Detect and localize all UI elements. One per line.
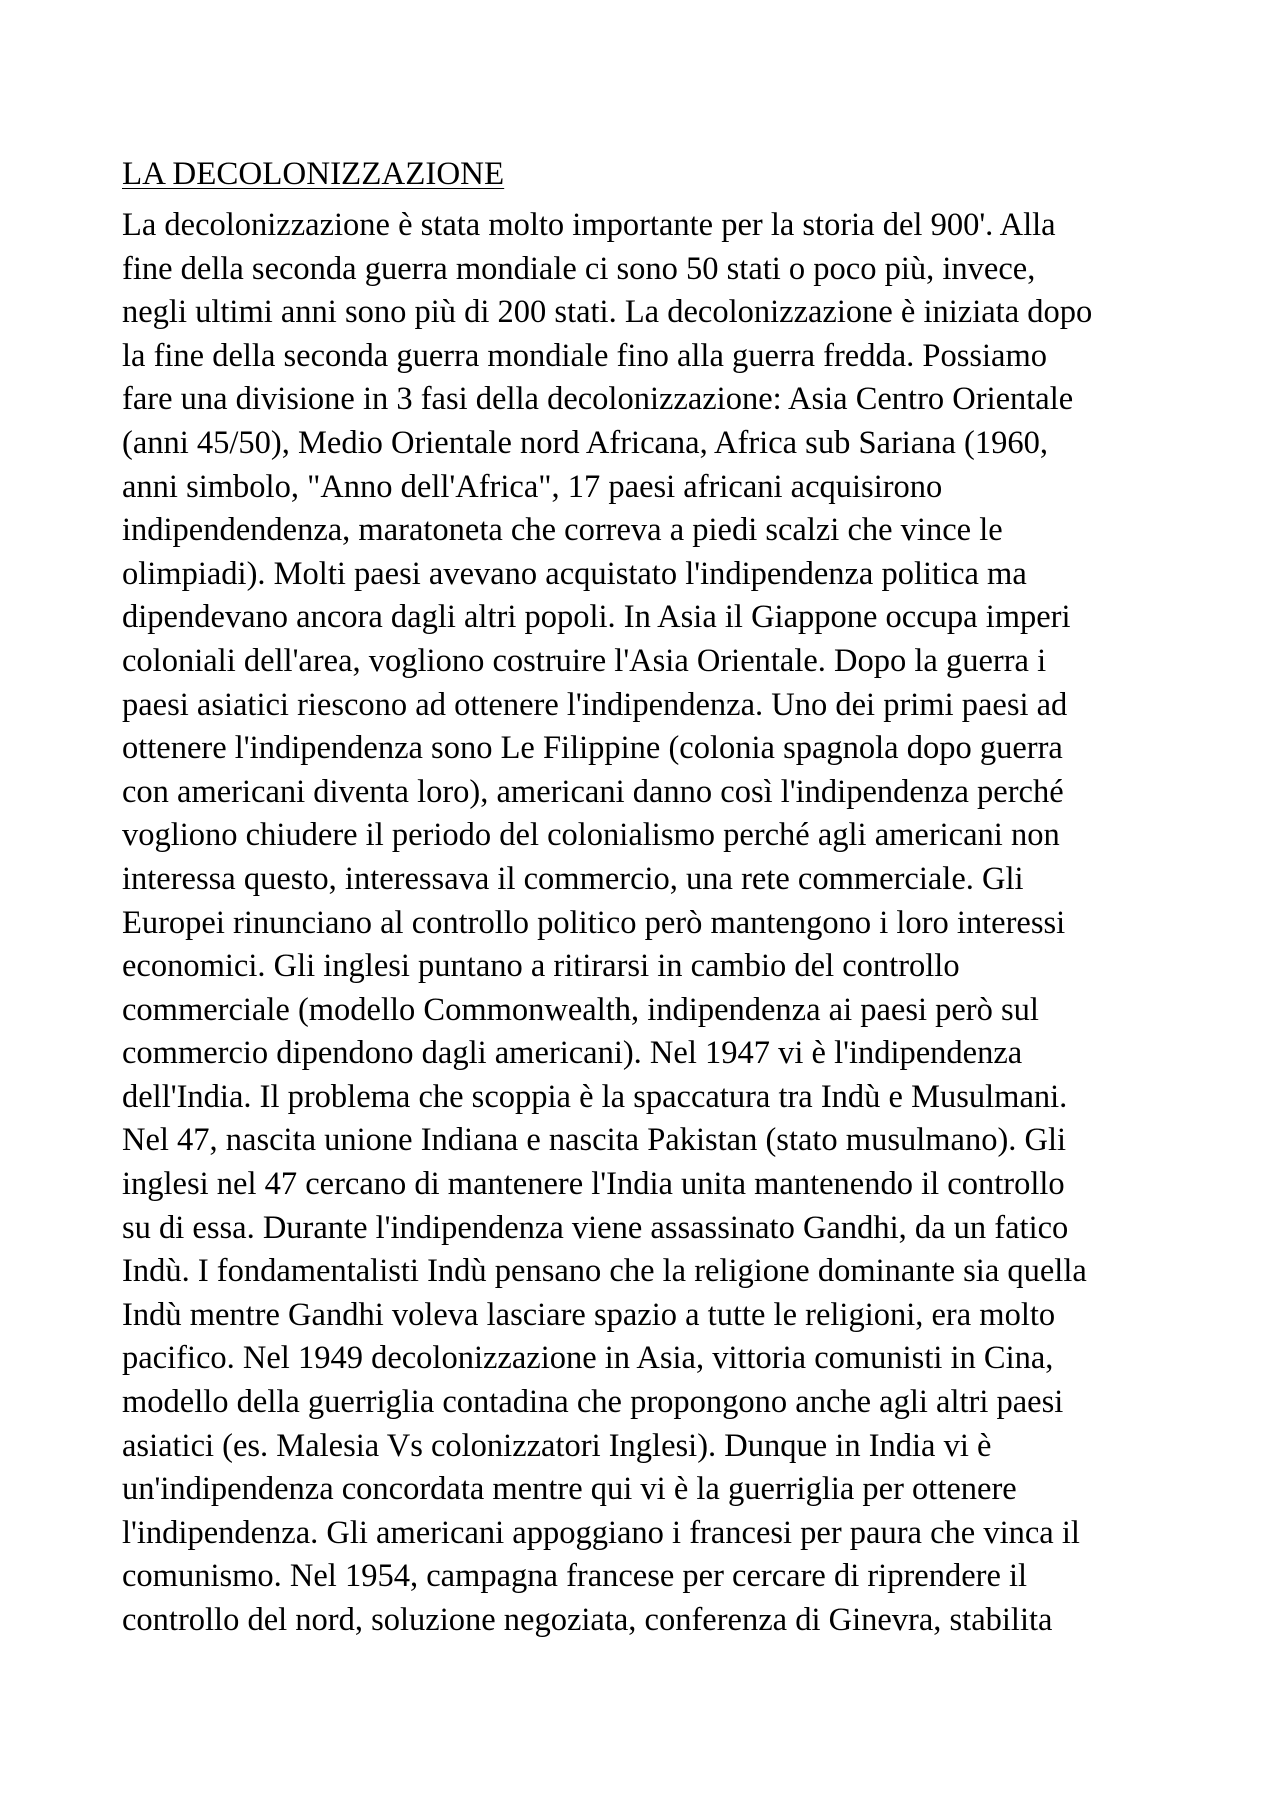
paragraph-line: la fine della seconda guerra mondiale fino alla guerra fredda. Possiamo <box>122 337 1047 374</box>
paragraph-line: con americani diventa loro), americani danno così l'indipendenza perché <box>122 773 1064 810</box>
paragraph-line: modello della guerriglia contadina che propongono anche agli altri paesi <box>122 1384 1064 1421</box>
paragraph-line: paesi asiatici riescono ad ottenere l'indipendenza. Uno dei primi paesi ad <box>122 686 1068 723</box>
paragraph-line: Indù mentre Gandhi voleva lasciare spazio a tutte le religioni, era molto <box>122 1296 1056 1333</box>
paragraph-line: commerciale (modello Commonwealth, indipendenza ai paesi però sul <box>122 991 1039 1028</box>
paragraph-line: vogliono chiudere il periodo del colonialismo perché agli americani non <box>122 817 1060 854</box>
document-title: LA DECOLONIZZAZIONE <box>122 156 505 192</box>
paragraph-line: La decolonizzazione è stata molto importante per la storia del 900'. Alla <box>122 207 1056 243</box>
paragraph-line: coloniali dell'area, vogliono costruire l'Asia Orientale. Dopo la guerra i <box>122 642 1047 679</box>
paragraph-line: indipendendenza, maratoneta che correva a piedi scalzi che vince le <box>122 512 1003 549</box>
paragraph-line: asiatici (es. Malesia Vs colonizzatori Inglesi). Dunque in India vi è <box>122 1427 992 1464</box>
paragraph-line: Indù. I fondamentalisti Indù pensano che la religione dominante sia quella <box>122 1253 1087 1290</box>
paragraph-line: un'indipendenza concordata mentre qui vi è la guerriglia per ottenere <box>122 1471 1017 1508</box>
paragraph-line: l'indipendenza. Gli americani appoggiano i francesi per paura che vinca il <box>122 1514 1080 1551</box>
paragraph-line: su di essa. Durante l'indipendenza viene assassinato Gandhi, da un fatico <box>122 1209 1069 1246</box>
paragraph-line: inglesi nel 47 cercano di mantenere l'India unita mantenendo il controllo <box>122 1166 1065 1203</box>
paragraph-line: anni simbolo, "Anno dell'Africa", 17 paesi africani acquisirono <box>122 468 943 505</box>
paragraph-line: comunismo. Nel 1954, campagna francese per cercare di riprendere il <box>122 1558 1028 1595</box>
paragraph-line: fare una divisione in 3 fasi della decolonizzazione: Asia Centro Orientale <box>122 381 1074 418</box>
paragraph-line: dipendevano ancora dagli altri popoli. In Asia il Giappone occupa imperi <box>122 599 1071 636</box>
paragraph-line: controllo del nord, soluzione negoziata, conferenza di Ginevra, stabilita <box>122 1602 1053 1638</box>
document-paragraph <box>122 204 1182 1643</box>
paragraph-line: (anni 45/50), Medio Orientale nord Africana, Africa sub Sariana (1960, <box>122 424 1048 461</box>
paragraph-line: ottenere l'indipendenza sono Le Filippine (colonia spagnola dopo guerra <box>122 730 1063 767</box>
paragraph-line: negli ultimi anni sono più di 200 stati. La decolonizzazione è iniziata dopo <box>122 294 1093 331</box>
paragraph-line: economici. Gli inglesi puntano a ritirarsi in cambio del controllo <box>122 948 960 985</box>
paragraph-line: interessa questo, interessava il commercio, una rete commerciale. Gli <box>122 860 1024 897</box>
paragraph-line: olimpiadi). Molti paesi avevano acquistato l'indipendenza politica ma <box>122 555 1027 592</box>
paragraph-line: dell'India. Il problema che scoppia è la spaccatura tra Indù e Musulmani. <box>122 1078 1068 1115</box>
document-content <box>122 152 1182 1643</box>
paragraph-line: commercio dipendono dagli americani). Nel 1947 vi è l'indipendenza <box>122 1035 1023 1072</box>
paragraph-line: Europei rinunciano al controllo politico però mantengono i loro interessi <box>122 904 1066 941</box>
paragraph-line: fine della seconda guerra mondiale ci sono 50 stati o poco più, invece, <box>122 250 1036 287</box>
paragraph-line: pacifico. Nel 1949 decolonizzazione in Asia, vittoria comunisti in Cina, <box>122 1340 1054 1377</box>
paragraph-line: Nel 47, nascita unione Indiana e nascita Pakistan (stato musulmano). Gli <box>122 1122 1067 1159</box>
